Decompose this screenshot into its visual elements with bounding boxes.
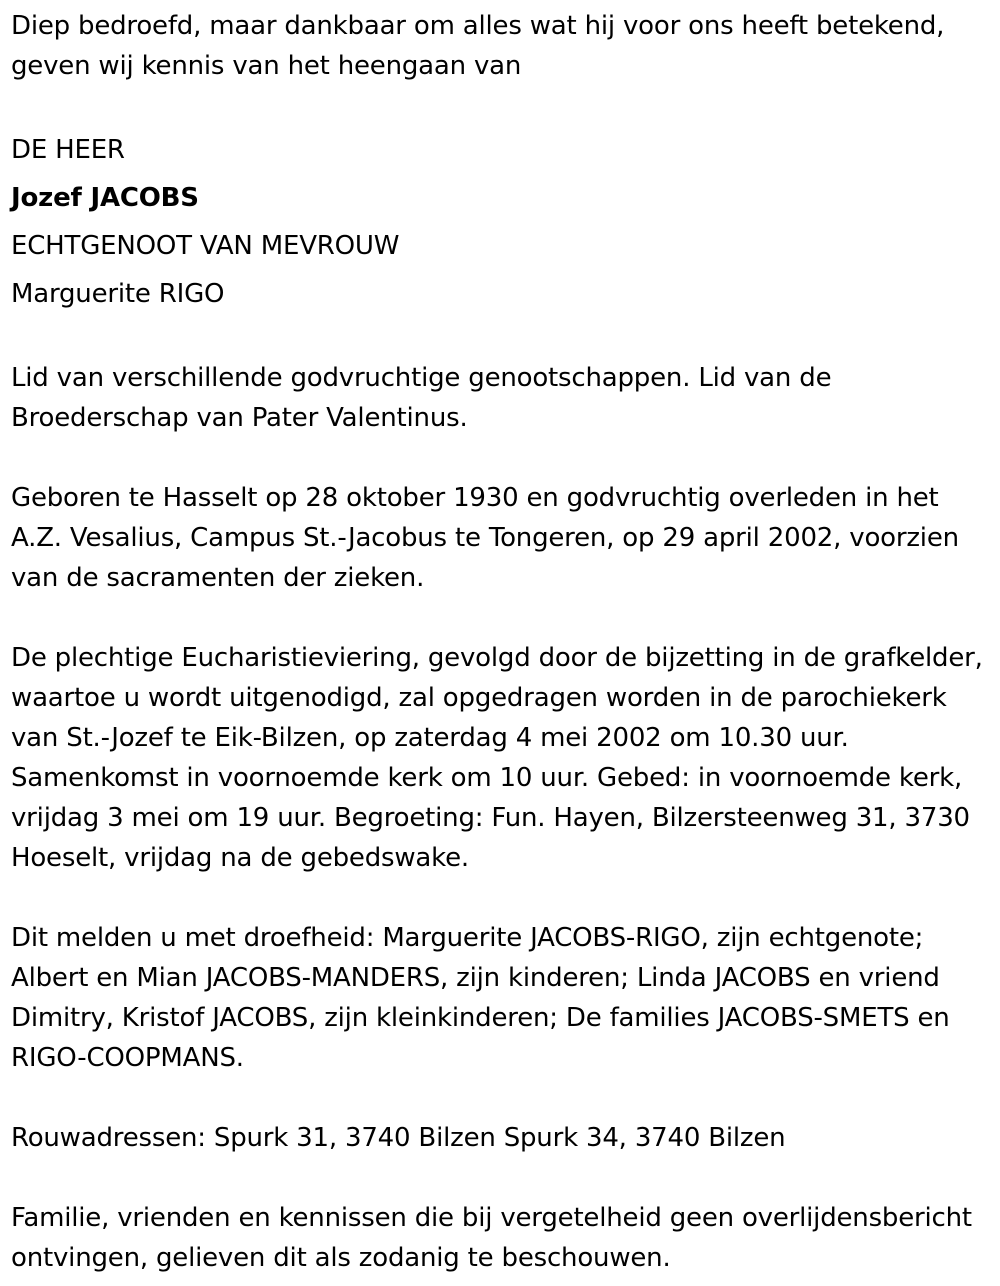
honorific: DE HEER [11, 135, 125, 165]
deceased-name: Jozef JACOBS [11, 183, 199, 213]
spouse-name: Marguerite RIGO [11, 279, 225, 309]
membership-paragraph: Lid van verschillende godvruchtige genootschappen. Lid van de Broederschap van Pater Valentinus. [11, 363, 832, 433]
family-paragraph: Dit melden u met droefheid: Marguerite JACOBS-RIGO, zijn echtgenote; Albert en Mian JACOBS-MANDERS, zijn kinderen; Linda JACOBS en vriend Dimitry, Kristof JACOBS, zijn kleinkinderen; De families JACOBS-SMETS en RIGO-COOPMANS. [11, 923, 950, 1073]
ceremony-paragraph: De plechtige Eucharistieviering, gevolgd door de bijzetting in de grafkelder, waartoe u wordt uitgenodigd, zal opgedragen worden in de parochiekerk van St.-Jozef te Eik-Bilzen, op zaterdag 4 mei 2002 om 10.30 uur. Samenkomst in voornoemde kerk om 10 uur. Gebed: in voornoemde kerk, vrijdag 3 mei om 19 uur. Begroeting: Fun. Hayen, Bilzersteenweg 31, 3730 Hoeselt, vrijdag na de gebedswake. [11, 643, 983, 873]
relation-line: ECHTGENOOT VAN MEVROUW [11, 231, 400, 261]
intro-paragraph: Diep bedroefd, maar dankbaar om alles wat hij voor ons heeft betekend, geven wij kennis van het heengaan van [11, 11, 945, 81]
closing-paragraph: Familie, vrienden en kennissen die bij vergetelheid geen overlijdensbericht ontvingen, gelieven dit als zodanig te beschouwen. [11, 1203, 972, 1273]
obituary-document [11, 6, 996, 1278]
addresses-paragraph: Rouwadressen: Spurk 31, 3740 Bilzen Spurk 34, 3740 Bilzen [11, 1123, 786, 1153]
birth-death-paragraph: Geboren te Hasselt op 28 oktober 1930 en godvruchtig overleden in het A.Z. Vesalius, Campus St.-Jacobus te Tongeren, op 29 april 2002, voorzien van de sacramenten der zieken. [11, 483, 959, 593]
title-block [11, 126, 996, 318]
